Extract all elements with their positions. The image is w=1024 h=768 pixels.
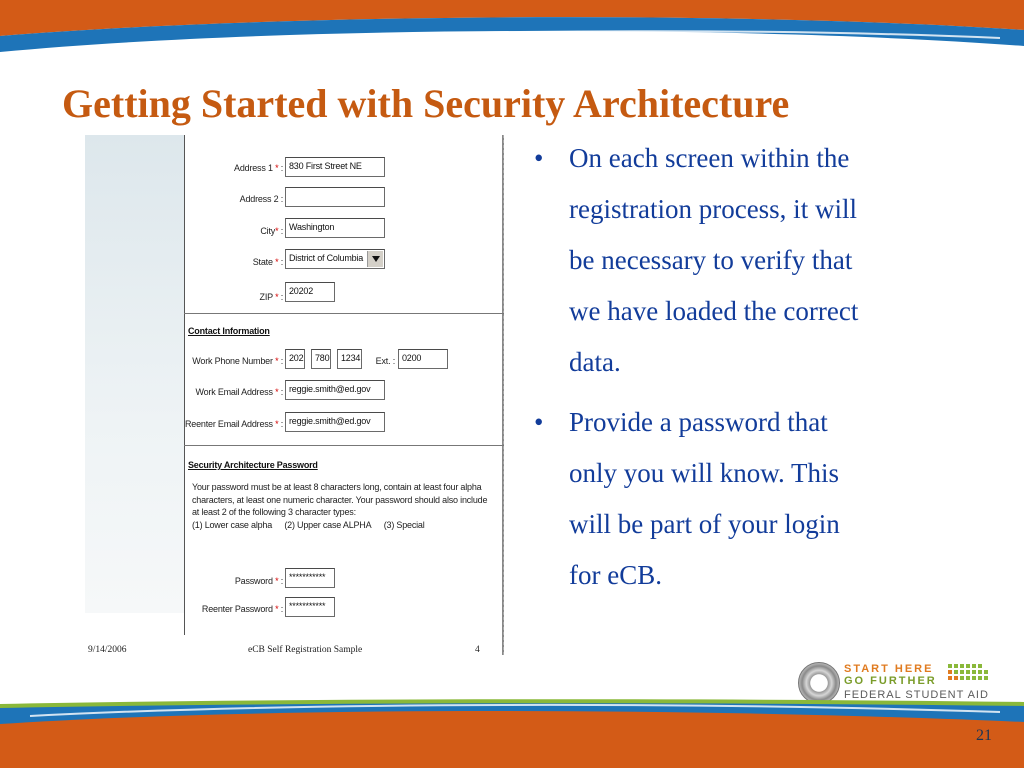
work-email-label: Work Email Address * : [195, 387, 283, 397]
reenter-password-label: Reenter Password * : [201, 604, 283, 614]
password-rules-text: Your password must be at least 8 characters long, contain at least four alpha characters, at least one numeric character. Your password should also include at least 2 of the following 3 character types: [192, 482, 488, 517]
state-select[interactable] [285, 249, 385, 269]
work-email-input[interactable]: reggie.smith@ed.gov [285, 380, 385, 400]
dot-grid-icon [948, 664, 992, 686]
password-label: Password * : [234, 576, 283, 586]
footer-date: 9/14/2006 [88, 645, 127, 655]
section-divider [184, 445, 504, 446]
registration-form-screenshot [85, 135, 505, 655]
bullet-text: On each screen within the registration process, it will be necessary to verify that we have loaded the correct data. [569, 143, 859, 377]
section-divider [184, 313, 504, 314]
password-input[interactable]: *********** [285, 568, 335, 588]
form-divider [184, 135, 185, 635]
footer-page: 4 [475, 645, 480, 655]
slide-title: Getting Started with Security Architecture [62, 81, 790, 126]
phone-area-input[interactable]: 202 [285, 349, 305, 369]
logo-line3: FEDERAL STUDENT AID [844, 689, 989, 701]
bullet-text: Provide a password that only you will know. This will be part of your login for eCB. [569, 407, 840, 590]
form-side-panel [85, 135, 184, 613]
zip-input[interactable]: 20202 [285, 282, 335, 302]
char-type: (1) Lower case alpha [192, 519, 273, 530]
chevron-down-icon[interactable] [367, 251, 383, 267]
char-type: (2) Upper case ALPHA [284, 519, 372, 530]
bullet-list [528, 133, 948, 610]
bullet-item [528, 133, 948, 388]
address1-input[interactable]: 830 First Street NE [285, 157, 385, 177]
logo-line2: GO FURTHER [844, 675, 937, 687]
logo-line1: START HERE [844, 663, 934, 675]
reenter-email-label: Reenter Email Address * : [185, 419, 284, 429]
reenter-email-input[interactable]: reggie.smith@ed.gov [285, 412, 385, 432]
address2-label: Address 2 : [239, 194, 283, 204]
slide-page-number: 21 [976, 727, 992, 744]
zip-label: ZIP * : [259, 292, 283, 302]
city-input[interactable]: Washington [285, 218, 385, 238]
form-edge [502, 135, 504, 655]
phone-ext-input[interactable]: 0200 [398, 349, 448, 369]
footer-doc-title: eCB Self Registration Sample [248, 645, 363, 655]
phone-prefix-input[interactable]: 780 [311, 349, 331, 369]
bottom-decorative-band [0, 698, 1024, 768]
bullet-item [528, 397, 948, 601]
bullet-icon: • [534, 407, 544, 437]
password-heading: Security Architecture Password [188, 460, 318, 470]
state-label: State * : [252, 257, 283, 267]
address1-label: Address 1 * : [234, 163, 283, 173]
password-rules [192, 481, 488, 531]
char-type: (3) Special [383, 519, 425, 530]
state-select-value: District of Columbia [289, 253, 364, 263]
address2-input[interactable] [285, 187, 385, 207]
reenter-password-input[interactable]: *********** [285, 597, 335, 617]
bullet-icon: • [534, 143, 544, 173]
top-decorative-band [0, 0, 1024, 70]
phone-line-input[interactable]: 1234 [337, 349, 362, 369]
city-label: City* : [260, 226, 283, 236]
ext-label: Ext. : [375, 356, 395, 366]
contact-info-heading: Contact Information [188, 326, 270, 336]
work-phone-label: Work Phone Number * : [192, 356, 283, 366]
char-types-list [192, 519, 488, 532]
